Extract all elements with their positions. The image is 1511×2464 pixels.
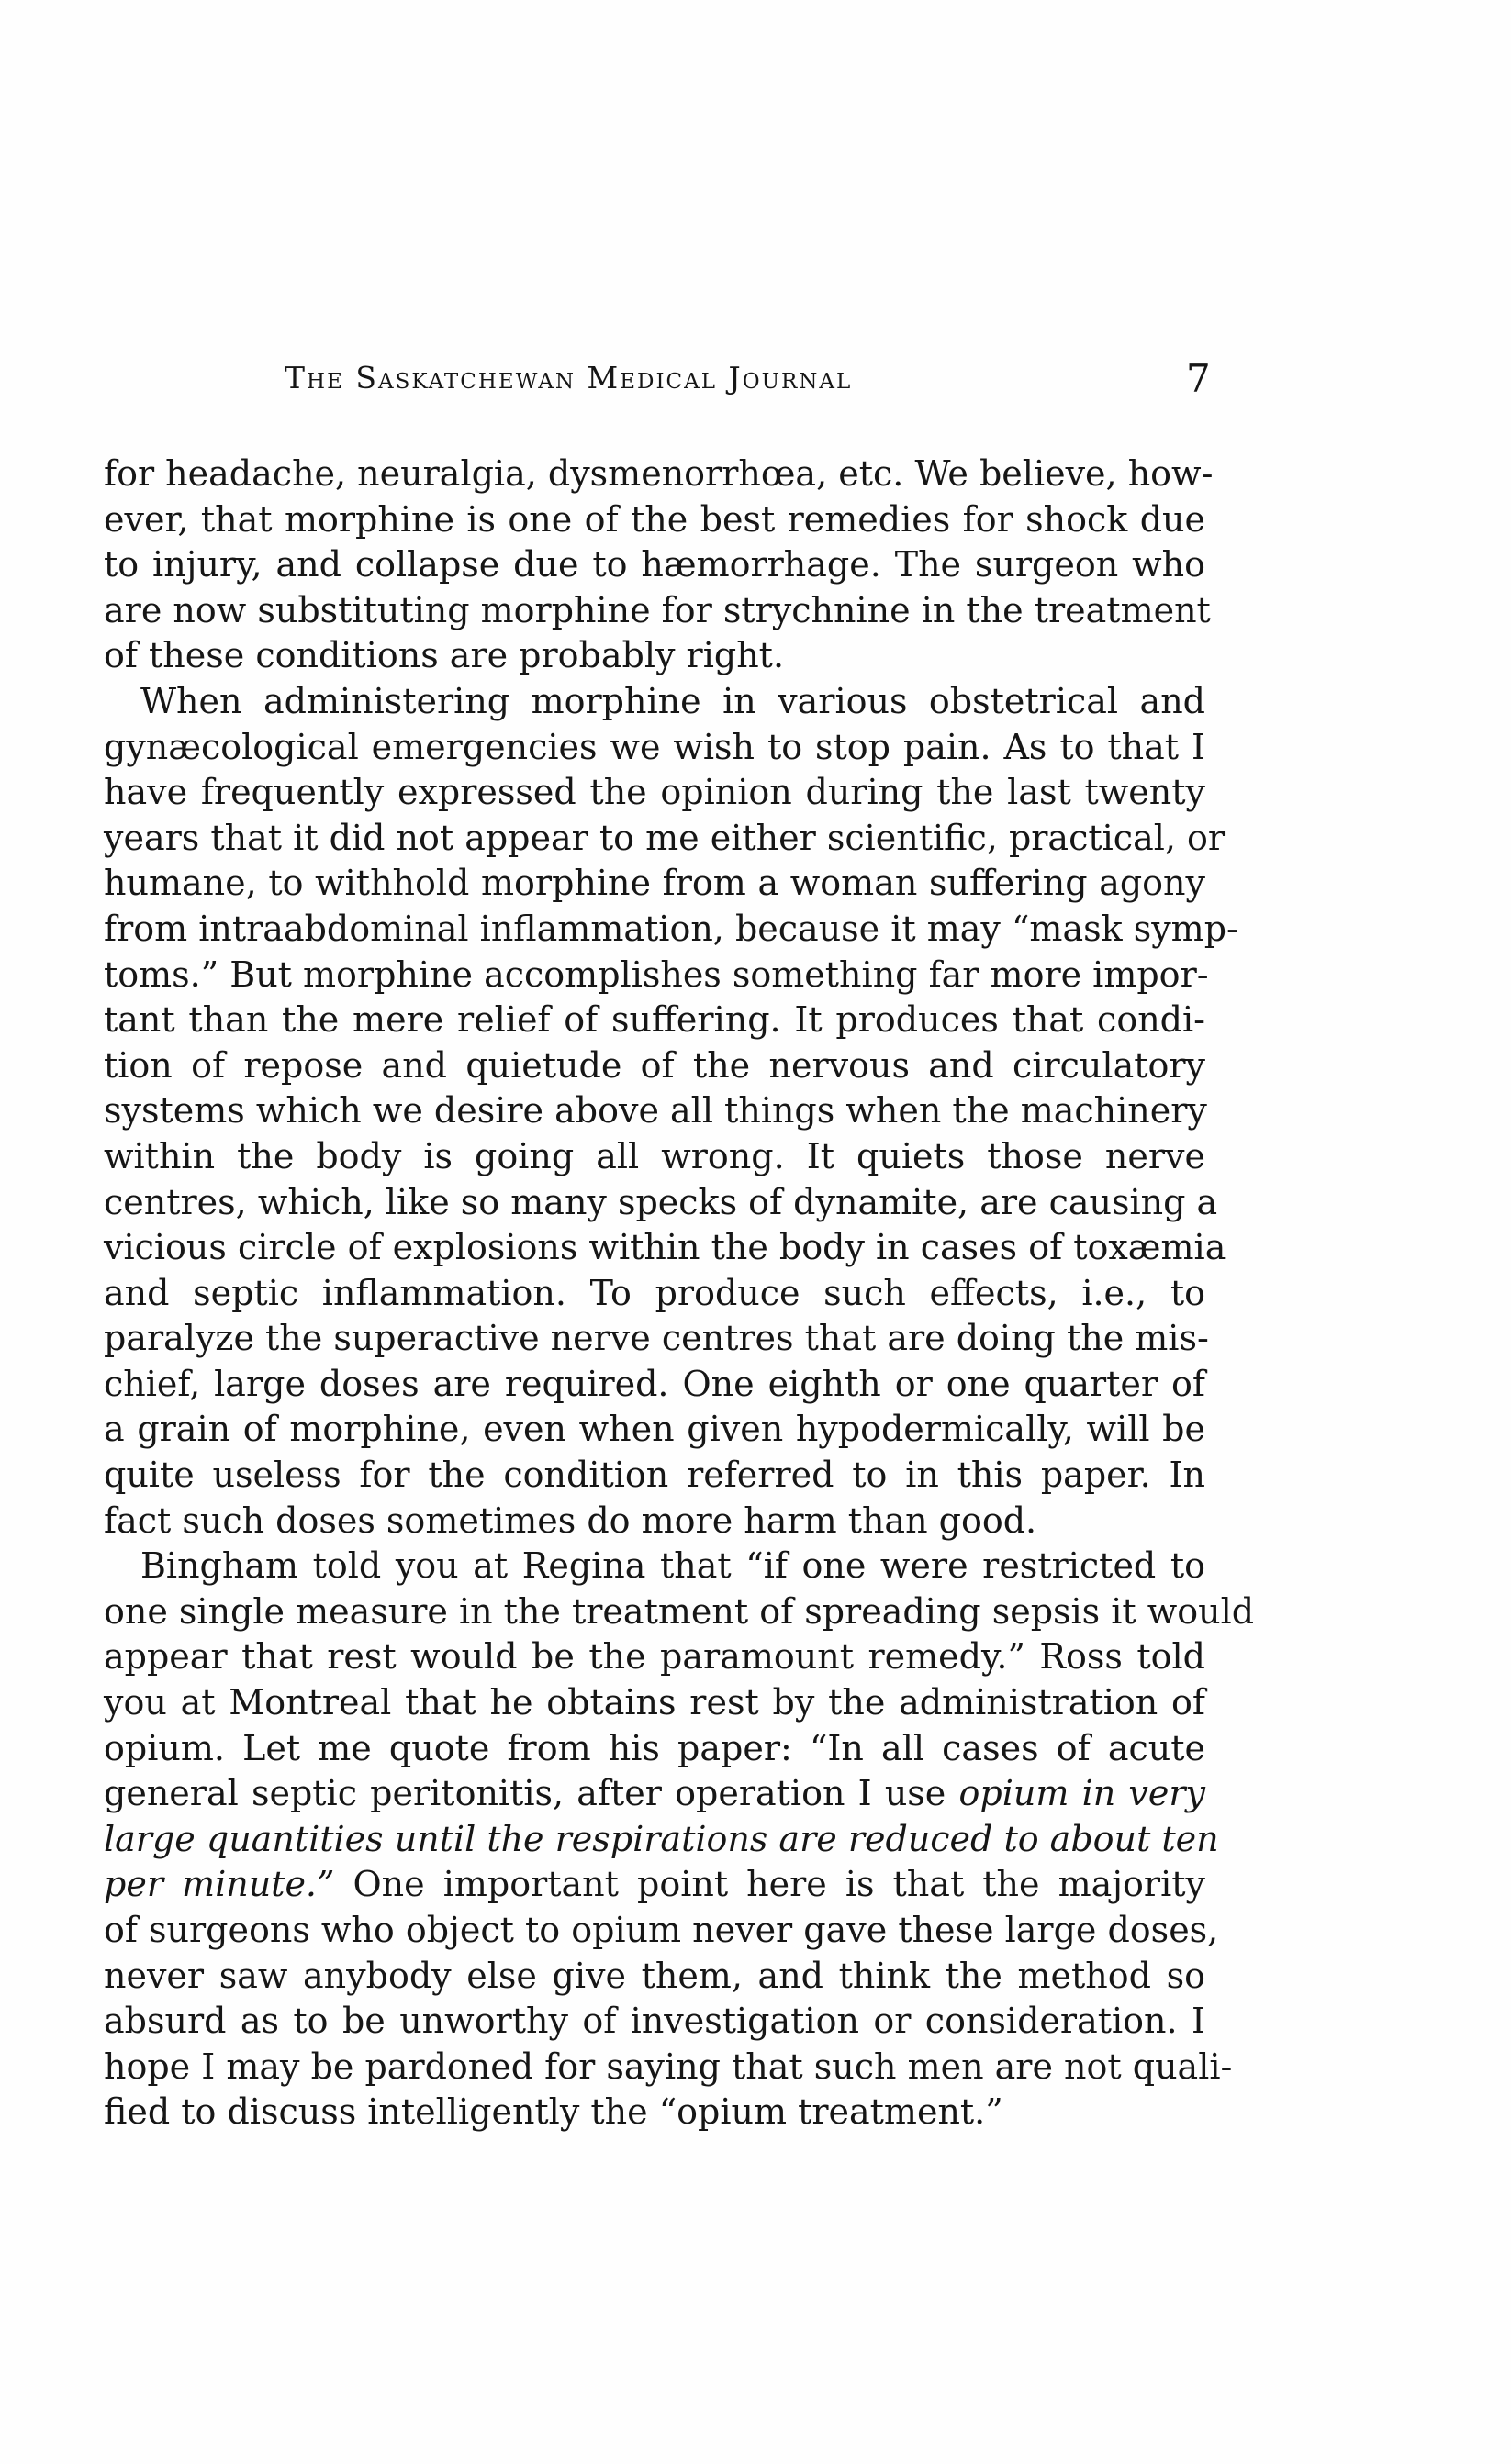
text-line: fact such doses sometimes do more harm than good. [104, 1500, 1037, 1541]
text-line: have frequently expressed the opinion during the last twenty [104, 772, 1205, 813]
text-line: a grain of morphine, even when given hypodermically, will be [104, 1409, 1205, 1450]
text-line: gynæcological emergencies we wish to stop pain. As to that I [104, 726, 1205, 767]
text-line: tant than the mere relief of suffering. It produces that condi- [104, 999, 1205, 1041]
paragraph-start-line: When administering morphine in various obstetrical and [140, 680, 1205, 721]
text-line: one single measure in the treatment of spreading sepsis it would [104, 1590, 1255, 1632]
running-head: The Saskatchewan Medical Journal [285, 360, 853, 396]
article-body [104, 452, 1255, 2135]
text-line: vicious circle of explosions within the body in cases of toxæmia [104, 1227, 1226, 1268]
italic-quote: large quantities until the respirations are reduced to about ten [104, 1818, 1219, 1859]
text-line: appear that rest would be the paramount remedy.” Ross told [104, 1636, 1205, 1678]
text-line: hope I may be pardoned for saying that such men are not quali- [104, 2046, 1233, 2087]
text-line: systems which we desire above all things when the machinery [104, 1090, 1207, 1132]
text-line: quite useless for the condition referred to in this paper. In [104, 1455, 1205, 1496]
text-line: centres, which, like so many specks of dynamite, are causing a [104, 1181, 1218, 1222]
text-line: never saw anybody else give them, and think the method so [104, 1955, 1205, 1996]
text-line: to injury, and collapse due to hæmorrhage. The surgeon who [104, 544, 1205, 585]
text-line: you at Montreal that he obtains rest by the administration of [104, 1682, 1205, 1723]
italic-quote: opium in very [958, 1773, 1205, 1814]
text-line: within the body is going all wrong. It quiets those nerve [104, 1135, 1205, 1176]
text-line: tion of repose and quietude of the nervous and circulatory [104, 1044, 1205, 1086]
italic-quote: per minute.” [104, 1864, 335, 1905]
text-line: from intraabdominal inflammation, because it may “mask symp- [104, 908, 1238, 949]
text-line [104, 1771, 1205, 1817]
text-line [104, 1862, 1205, 1908]
page-number: 7 [1186, 356, 1211, 401]
text-line: paralyze the superactive nerve centres that are doing the mis- [104, 1318, 1209, 1359]
text-line: years that it did not appear to me either scientific, practical, or [104, 817, 1226, 858]
text-line: of surgeons who object to opium never gave these large doses, [104, 1910, 1219, 1950]
text-line: humane, to withhold morphine from a woman suffering agony [104, 863, 1205, 904]
text-line: and septic inflammation. To produce such effects, i.e., to [104, 1272, 1205, 1313]
text-line: toms.” But morphine accomplishes something far more impor- [104, 953, 1209, 995]
text-line: for headache, neuralgia, dysmenorrhœa, etc. We believe, how- [104, 453, 1214, 494]
text-line: chief, large doses are required. One eighth or one quarter of [104, 1363, 1205, 1404]
text-line: absurd as to be unworthy of investigation or consideration. I [104, 2001, 1205, 2042]
text-line: opium. Let me quote from his paper: “In all cases of acute [104, 1727, 1205, 1768]
text-line [104, 1817, 1219, 1863]
text-line: of these conditions are probably right. [104, 635, 785, 676]
text-segment: general septic peritonitis, after operation I use [104, 1773, 959, 1814]
text-line: ever, that morphine is one of the best remedies for shock due [104, 498, 1205, 540]
text-segment: One important point here is that the majority [334, 1864, 1205, 1905]
text-line: are now substituting morphine for strychnine in the treatment [104, 589, 1211, 630]
paragraph-start-line: Bingham told you at Regina that “if one were restricted to [140, 1545, 1205, 1587]
text-line: fied to discuss intelligently the “opium treatment.” [104, 2091, 1003, 2133]
